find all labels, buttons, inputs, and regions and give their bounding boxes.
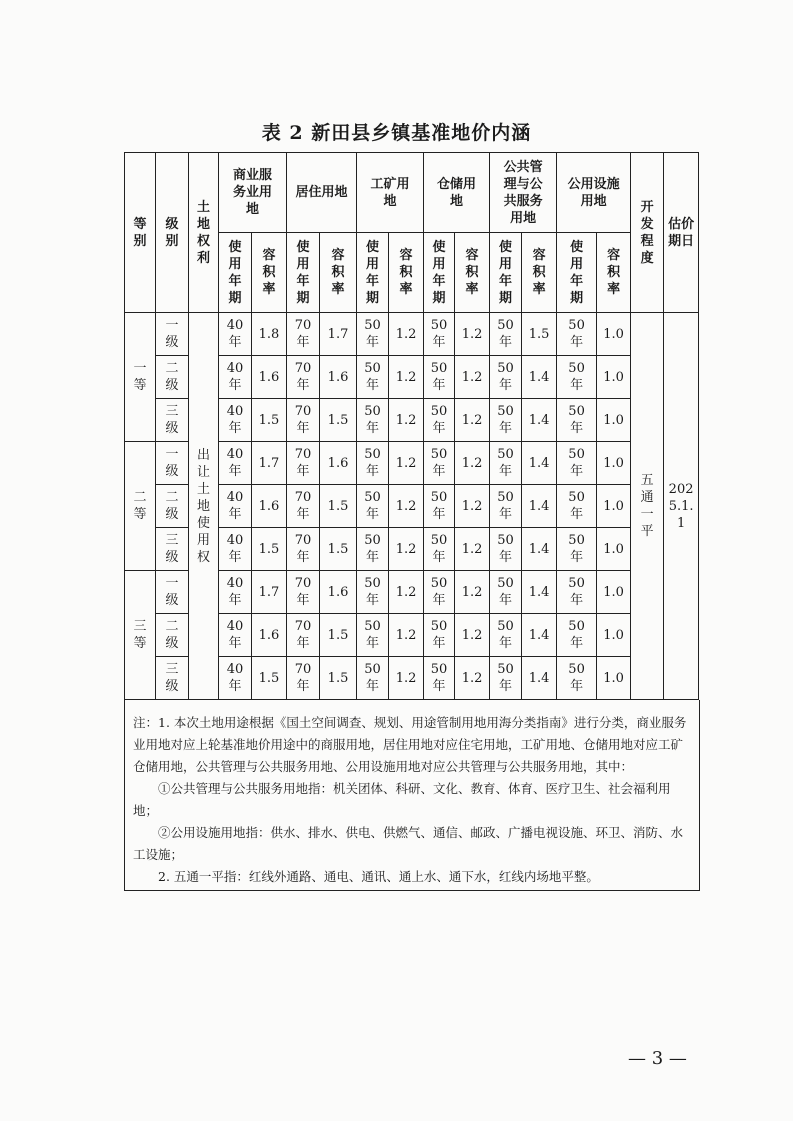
header-development: 开发程度 bbox=[631, 153, 664, 313]
term-cell: 70年 bbox=[287, 399, 320, 442]
table-row bbox=[125, 313, 699, 356]
term-cell: 40年 bbox=[219, 528, 252, 571]
far-cell: 1.7 bbox=[252, 442, 287, 485]
term-cell: 50年 bbox=[490, 485, 522, 528]
term-cell: 50年 bbox=[357, 657, 389, 700]
header-valuation-date: 估价期日 bbox=[664, 153, 699, 313]
term-cell: 50年 bbox=[557, 313, 597, 356]
term-cell: 50年 bbox=[557, 614, 597, 657]
level-cell: 二级 bbox=[156, 356, 189, 399]
term-cell: 50年 bbox=[490, 614, 522, 657]
far-cell: 1.7 bbox=[252, 571, 287, 614]
far-cell: 1.4 bbox=[522, 442, 557, 485]
level-cell: 二级 bbox=[156, 485, 189, 528]
far-cell: 1.5 bbox=[252, 528, 287, 571]
far-cell: 1.2 bbox=[455, 313, 490, 356]
term-cell: 50年 bbox=[424, 571, 455, 614]
far-cell: 1.0 bbox=[597, 399, 631, 442]
subheader-term: 使用年期 bbox=[490, 233, 522, 313]
term-cell: 40年 bbox=[219, 313, 252, 356]
header-use: 商业服务业用地 bbox=[219, 153, 287, 233]
far-cell: 1.2 bbox=[389, 485, 424, 528]
subheader-term: 使用年期 bbox=[557, 233, 597, 313]
far-cell: 1.2 bbox=[455, 614, 490, 657]
far-cell: 1.4 bbox=[522, 528, 557, 571]
term-cell: 70年 bbox=[287, 313, 320, 356]
header-use: 公共管理与公共服务用地 bbox=[490, 153, 557, 233]
term-cell: 50年 bbox=[424, 485, 455, 528]
far-cell: 1.0 bbox=[597, 485, 631, 528]
far-cell: 1.0 bbox=[597, 442, 631, 485]
table-title: 表 2 新田县乡镇基准地价内涵 bbox=[261, 122, 532, 144]
header-level: 级别 bbox=[156, 153, 189, 313]
term-cell: 70年 bbox=[287, 442, 320, 485]
header-row bbox=[125, 153, 699, 233]
term-cell: 50年 bbox=[557, 528, 597, 571]
term-cell: 50年 bbox=[424, 614, 455, 657]
subheader-far: 容积率 bbox=[389, 233, 424, 313]
term-cell: 50年 bbox=[424, 442, 455, 485]
far-cell: 1.2 bbox=[389, 528, 424, 571]
note-1a: ①公共管理与公共服务用地指：机关团体、科研、文化、教育、体育、医疗卫生、社会福利用地； bbox=[133, 781, 671, 818]
header-use: 仓储用地 bbox=[424, 153, 490, 233]
level-cell: 三级 bbox=[156, 657, 189, 700]
term-cell: 50年 bbox=[424, 313, 455, 356]
header-use: 工矿用地 bbox=[357, 153, 424, 233]
note-1b: ②公用设施用地指：供水、排水、供电、供燃气、通信、邮政、广播电视设施、环卫、消防、水工设施； bbox=[133, 825, 684, 862]
far-cell: 1.6 bbox=[320, 442, 357, 485]
far-cell: 1.5 bbox=[320, 485, 357, 528]
term-cell: 40年 bbox=[219, 399, 252, 442]
far-cell: 1.5 bbox=[320, 528, 357, 571]
term-cell: 50年 bbox=[424, 657, 455, 700]
note-2: 2. 五通一平指：红线外通路、通电、通讯、通上水、通下水，红线内场地平整。 bbox=[158, 869, 599, 884]
term-cell: 50年 bbox=[424, 356, 455, 399]
far-cell: 1.2 bbox=[455, 571, 490, 614]
far-cell: 1.6 bbox=[252, 485, 287, 528]
term-cell: 70年 bbox=[287, 657, 320, 700]
term-cell: 40年 bbox=[219, 571, 252, 614]
subheader-term: 使用年期 bbox=[424, 233, 455, 313]
term-cell: 50年 bbox=[490, 313, 522, 356]
term-cell: 50年 bbox=[557, 485, 597, 528]
far-cell: 1.5 bbox=[320, 399, 357, 442]
term-cell: 50年 bbox=[357, 313, 389, 356]
subheader-far: 容积率 bbox=[455, 233, 490, 313]
term-cell: 50年 bbox=[357, 571, 389, 614]
term-cell: 50年 bbox=[357, 356, 389, 399]
far-cell: 1.2 bbox=[455, 528, 490, 571]
subheader-far: 容积率 bbox=[597, 233, 631, 313]
subheader-term: 使用年期 bbox=[357, 233, 389, 313]
grade-cell: 三等 bbox=[125, 571, 156, 700]
far-cell: 1.2 bbox=[389, 313, 424, 356]
far-cell: 1.6 bbox=[320, 571, 357, 614]
term-cell: 50年 bbox=[490, 571, 522, 614]
term-cell: 50年 bbox=[424, 528, 455, 571]
header-grade: 等别 bbox=[125, 153, 156, 313]
far-cell: 1.0 bbox=[597, 614, 631, 657]
term-cell: 50年 bbox=[357, 485, 389, 528]
term-cell: 70年 bbox=[287, 528, 320, 571]
far-cell: 1.2 bbox=[455, 399, 490, 442]
far-cell: 1.2 bbox=[455, 356, 490, 399]
far-cell: 1.5 bbox=[320, 614, 357, 657]
term-cell: 50年 bbox=[557, 657, 597, 700]
land-price-table bbox=[124, 152, 699, 700]
term-cell: 50年 bbox=[357, 442, 389, 485]
term-cell: 70年 bbox=[287, 614, 320, 657]
far-cell: 1.5 bbox=[320, 657, 357, 700]
subheader-far: 容积率 bbox=[252, 233, 287, 313]
far-cell: 1.0 bbox=[597, 313, 631, 356]
level-cell: 三级 bbox=[156, 399, 189, 442]
grade-cell: 一等 bbox=[125, 313, 156, 442]
far-cell: 1.7 bbox=[320, 313, 357, 356]
subheader-far: 容积率 bbox=[320, 233, 357, 313]
far-cell: 1.4 bbox=[522, 614, 557, 657]
far-cell: 1.4 bbox=[522, 399, 557, 442]
level-cell: 三级 bbox=[156, 528, 189, 571]
far-cell: 1.2 bbox=[389, 356, 424, 399]
far-cell: 1.2 bbox=[389, 399, 424, 442]
term-cell: 50年 bbox=[490, 356, 522, 399]
term-cell: 50年 bbox=[557, 442, 597, 485]
term-cell: 50年 bbox=[557, 571, 597, 614]
term-cell: 50年 bbox=[490, 442, 522, 485]
term-cell: 40年 bbox=[219, 356, 252, 399]
header-use: 公用设施用地 bbox=[557, 153, 631, 233]
term-cell: 50年 bbox=[357, 614, 389, 657]
valuation-date-cell: 2025.1.1 bbox=[664, 313, 699, 700]
far-cell: 1.0 bbox=[597, 528, 631, 571]
term-cell: 50年 bbox=[490, 399, 522, 442]
term-cell: 50年 bbox=[357, 399, 389, 442]
note-1: 注：1. 本次土地用途根据《国土空间调查、规划、用途管制用地用海分类指南》进行分类，商业服务业用地对应上轮基准地价用途中的商服用地，居住用地对应住宅用地，工矿用地、仓储用地对应工矿仓储用地，公共管理与公共服务用地、公用设施用地对应公共管理与公共服务用地，其中： bbox=[133, 715, 687, 774]
term-cell: 40年 bbox=[219, 657, 252, 700]
term-cell: 40年 bbox=[219, 614, 252, 657]
subheader-term: 使用年期 bbox=[287, 233, 320, 313]
land-right-cell: 出让土地使用权 bbox=[189, 313, 219, 700]
far-cell: 1.6 bbox=[252, 356, 287, 399]
far-cell: 1.5 bbox=[252, 657, 287, 700]
level-cell: 二级 bbox=[156, 614, 189, 657]
far-cell: 1.0 bbox=[597, 571, 631, 614]
far-cell: 1.0 bbox=[597, 657, 631, 700]
far-cell: 1.4 bbox=[522, 356, 557, 399]
far-cell: 1.2 bbox=[455, 485, 490, 528]
level-cell: 一级 bbox=[156, 442, 189, 485]
notes-box bbox=[124, 700, 700, 891]
far-cell: 1.4 bbox=[522, 485, 557, 528]
term-cell: 50年 bbox=[490, 657, 522, 700]
far-cell: 1.6 bbox=[252, 614, 287, 657]
far-cell: 1.5 bbox=[522, 313, 557, 356]
far-cell: 1.2 bbox=[389, 614, 424, 657]
far-cell: 1.4 bbox=[522, 657, 557, 700]
term-cell: 70年 bbox=[287, 356, 320, 399]
far-cell: 1.2 bbox=[389, 571, 424, 614]
term-cell: 50年 bbox=[557, 399, 597, 442]
header-land-right: 土地权利 bbox=[189, 153, 219, 313]
header-use: 居住用地 bbox=[287, 153, 357, 233]
grade-cell: 二等 bbox=[125, 442, 156, 571]
term-cell: 40年 bbox=[219, 485, 252, 528]
subheader-term: 使用年期 bbox=[219, 233, 252, 313]
far-cell: 1.0 bbox=[597, 356, 631, 399]
page-number: — 3 — bbox=[628, 1048, 687, 1069]
term-cell: 70年 bbox=[287, 485, 320, 528]
term-cell: 70年 bbox=[287, 571, 320, 614]
term-cell: 50年 bbox=[357, 528, 389, 571]
far-cell: 1.2 bbox=[455, 657, 490, 700]
far-cell: 1.8 bbox=[252, 313, 287, 356]
far-cell: 1.6 bbox=[320, 356, 357, 399]
far-cell: 1.5 bbox=[252, 399, 287, 442]
far-cell: 1.2 bbox=[389, 657, 424, 700]
level-cell: 一级 bbox=[156, 313, 189, 356]
far-cell: 1.2 bbox=[455, 442, 490, 485]
term-cell: 40年 bbox=[219, 442, 252, 485]
subheader-far: 容积率 bbox=[522, 233, 557, 313]
far-cell: 1.4 bbox=[522, 571, 557, 614]
term-cell: 50年 bbox=[557, 356, 597, 399]
level-cell: 一级 bbox=[156, 571, 189, 614]
term-cell: 50年 bbox=[424, 399, 455, 442]
term-cell: 50年 bbox=[490, 528, 522, 571]
far-cell: 1.2 bbox=[389, 442, 424, 485]
development-cell: 五通一平 bbox=[631, 313, 664, 700]
